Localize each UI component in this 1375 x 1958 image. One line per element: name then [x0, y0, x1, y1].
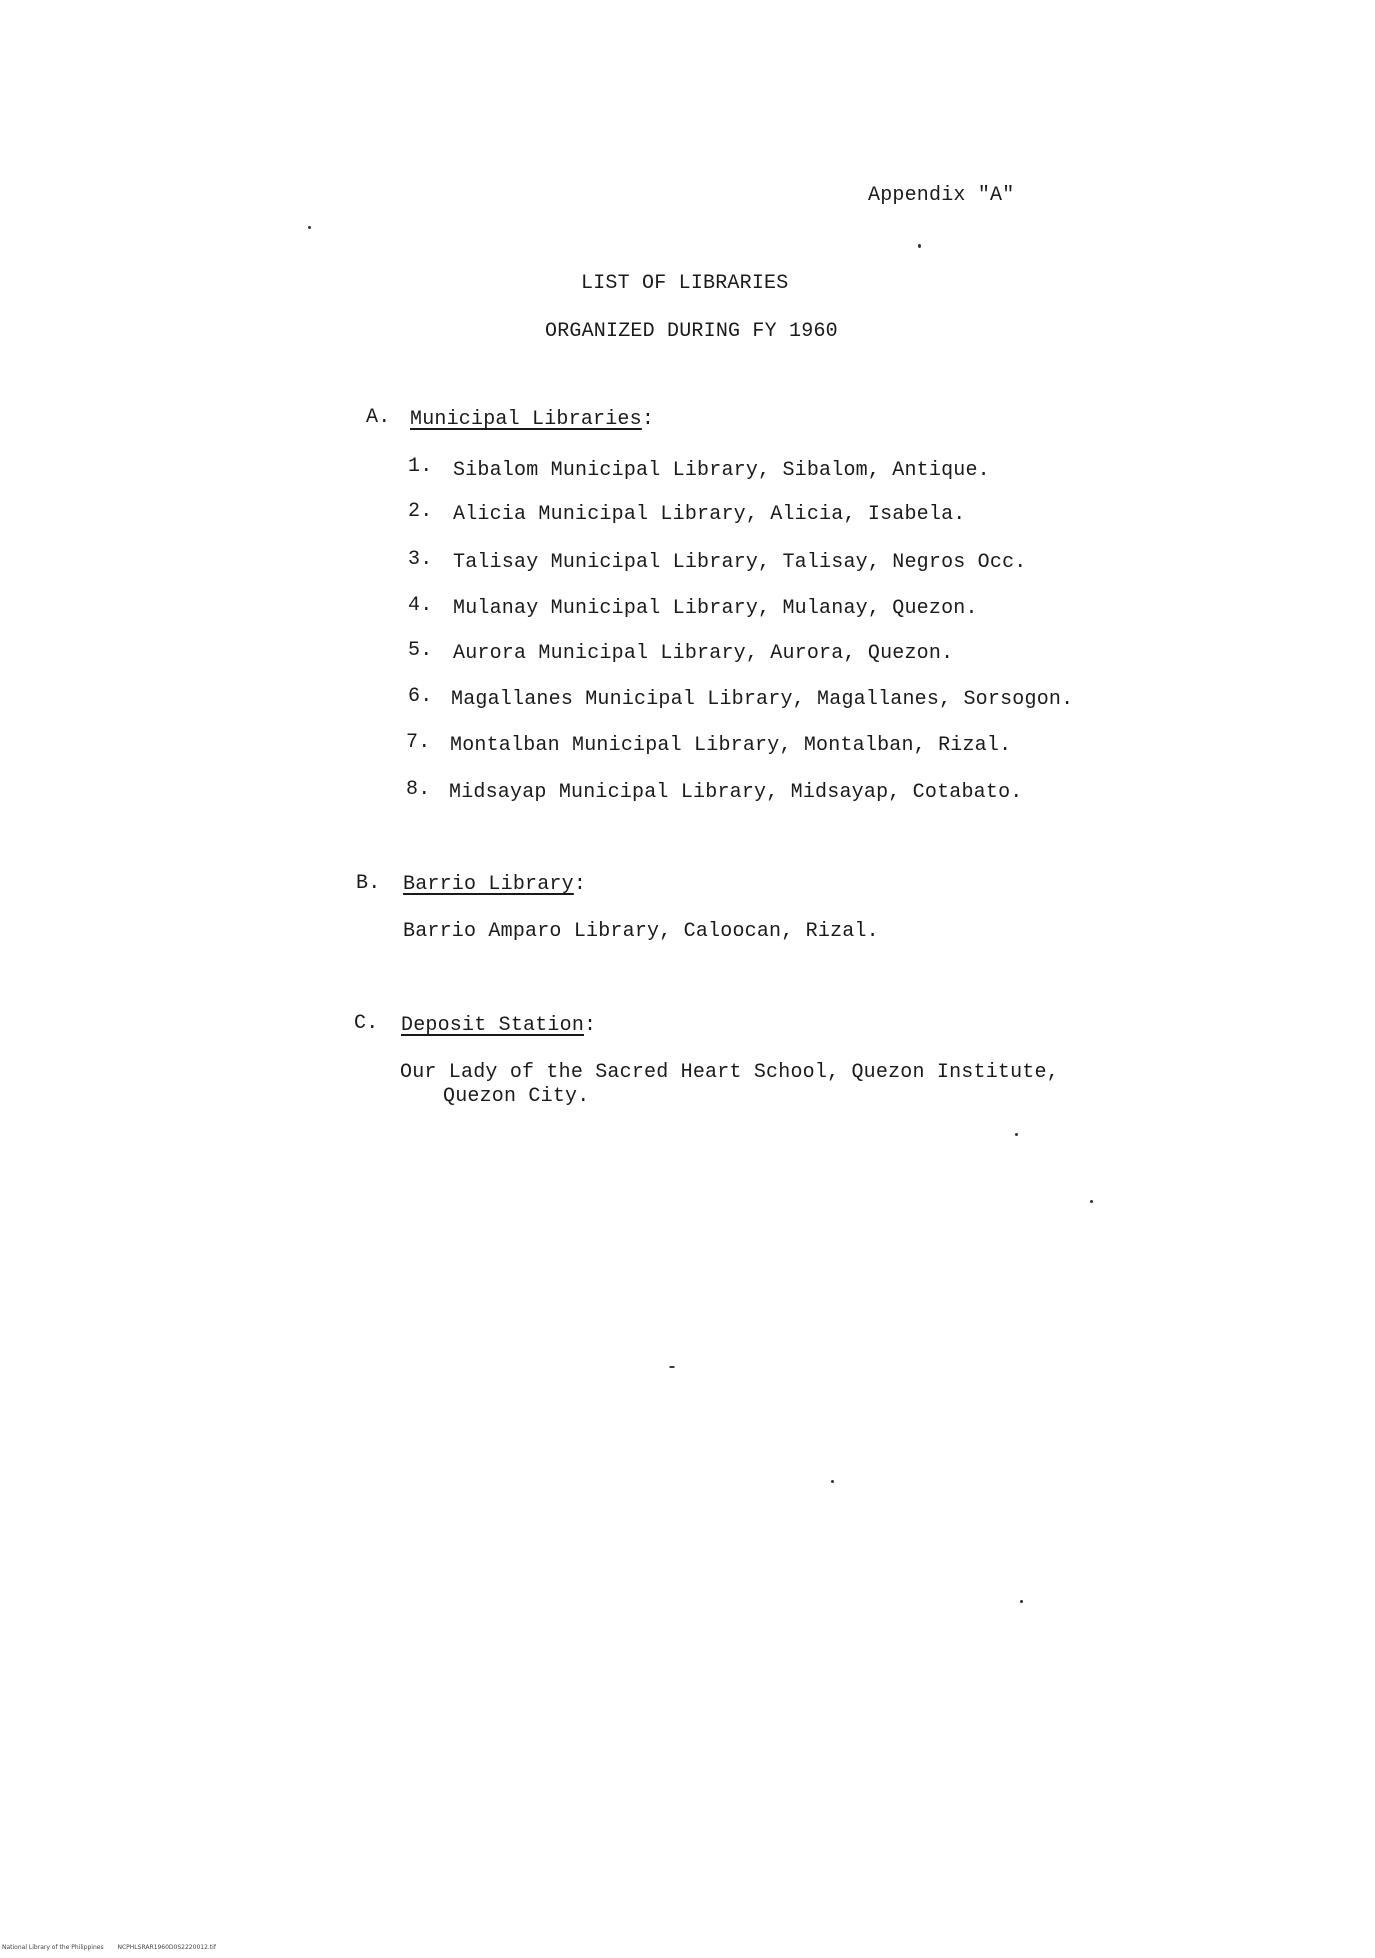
section-b-body: Barrio Amparo Library, Caloocan, Rizal. [403, 920, 879, 943]
list-item-4-text: Mulanay Municipal Library, Mulanay, Quezon. [453, 597, 978, 620]
section-a-heading-text: Municipal Libraries [410, 408, 642, 431]
scan-speck [669, 1366, 675, 1368]
section-c-heading: Deposit Station: [401, 1014, 597, 1037]
list-item-7-num: 7. [406, 731, 431, 754]
list-item-8-text: Midsayap Municipal Library, Midsayap, Cotabato. [449, 781, 1023, 804]
section-b-letter: B. [356, 872, 381, 895]
section-a-heading: Municipal Libraries: [410, 408, 655, 431]
scan-speck [1020, 1600, 1023, 1603]
list-item-3-num: 3. [408, 548, 433, 571]
title-line-1: LIST OF LIBRARIES [581, 272, 789, 295]
list-item-1-num: 1. [408, 455, 433, 478]
section-c-body-line-1: Our Lady of the Sacred Heart School, Quezon Institute, [400, 1061, 1059, 1084]
title-line-2: ORGANIZED DURING FY 1960 [545, 320, 838, 343]
appendix-label: Appendix "A" [868, 184, 1015, 207]
list-item-4-num: 4. [408, 594, 433, 617]
scan-speck [1090, 1200, 1093, 1203]
footer-source: National Library of the Philippines [2, 1944, 104, 1951]
scan-speck [831, 1480, 834, 1483]
list-item-1-text: Sibalom Municipal Library, Sibalom, Antique. [453, 459, 990, 482]
list-item-3-text: Talisay Municipal Library, Talisay, Negros Occ. [453, 551, 1027, 574]
section-b-heading: Barrio Library: [403, 873, 587, 896]
scan-speck [308, 226, 311, 229]
section-b-heading-text: Barrio Library [403, 873, 574, 896]
list-item-2-text: Alicia Municipal Library, Alicia, Isabela. [453, 503, 966, 526]
scan-footer [2, 1944, 228, 1951]
list-item-6-num: 6. [408, 685, 433, 708]
scan-speck [1015, 1133, 1018, 1136]
footer-file: NCPHLSRAR1960D0S2220012.tif [117, 1944, 216, 1951]
section-c-letter: C. [354, 1012, 379, 1035]
list-item-7-text: Montalban Municipal Library, Montalban, Rizal. [450, 734, 1012, 757]
section-c-body-line-2: Quezon City. [443, 1085, 590, 1108]
list-item-5-text: Aurora Municipal Library, Aurora, Quezon. [453, 642, 954, 665]
section-c-heading-text: Deposit Station [401, 1014, 585, 1037]
list-item-8-num: 8. [406, 778, 431, 801]
list-item-5-num: 5. [408, 639, 433, 662]
scan-speck [918, 244, 921, 248]
list-item-6-text: Magallanes Municipal Library, Magallanes, Sorsogon. [451, 688, 1074, 711]
section-a-letter: A. [366, 406, 391, 429]
list-item-2-num: 2. [408, 500, 433, 523]
